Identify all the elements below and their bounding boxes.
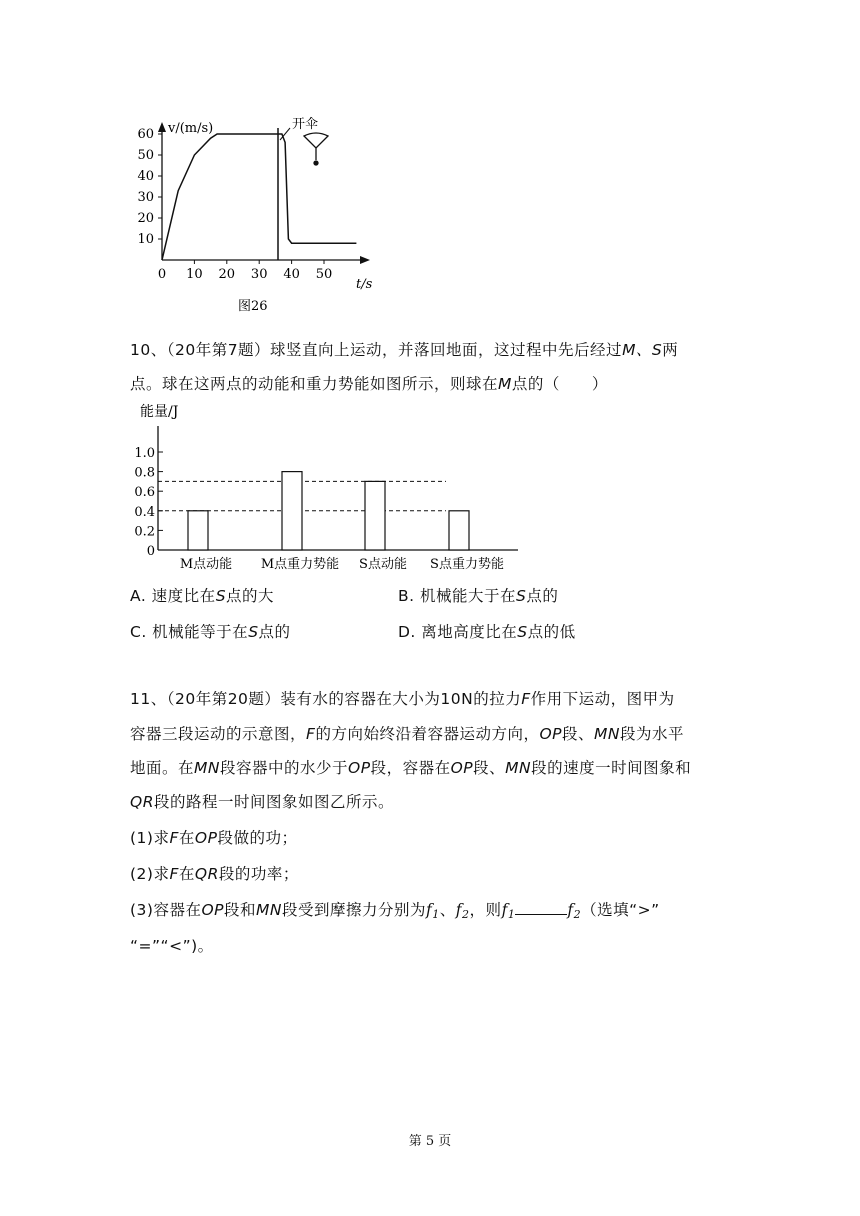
q11-s2-qr: QR <box>194 865 219 883</box>
q11-l3-mn: MN <box>194 759 220 777</box>
f2-subscript: 2 <box>462 908 470 921</box>
q11-l2-c: 段、 <box>562 725 595 743</box>
q11-s3-op: OP <box>201 901 225 919</box>
f1-symbol: f <box>426 901 433 919</box>
q11-sub2 <box>130 862 299 884</box>
q10-line2-var: M <box>498 375 512 393</box>
bar-y-tick-label: 0 <box>146 544 155 559</box>
x-tick-label: 10 <box>186 267 203 282</box>
q11-s3-mn: MN <box>256 901 283 919</box>
q11-s3-d: ，则 <box>469 901 502 919</box>
q11-line1 <box>130 687 675 709</box>
bar-category-label: M点重力势能 <box>260 557 340 572</box>
q11-sub3-line2 <box>130 934 214 956</box>
q11-l2-var: F <box>306 725 316 743</box>
option-d-post: 点的低 <box>527 623 576 641</box>
q11-l2-mn: MN <box>594 725 620 743</box>
y-tick-label: 30 <box>137 190 154 205</box>
bar-y-tick-label: 0.4 <box>134 504 155 520</box>
bar-y-tick-label: 0.2 <box>134 524 155 540</box>
option-c-pre: C. 机械能等于在 <box>130 623 249 641</box>
option-a-pre: A. 速度比在 <box>130 587 216 605</box>
parachute-icon <box>304 133 328 165</box>
option-d[interactable] <box>398 620 576 642</box>
q11-l1-a: 11、（20年第20题）装有水的容器在大小为10N的拉力 <box>130 690 522 708</box>
f2-symbol: f <box>455 901 463 919</box>
f-separator: 、 <box>439 901 456 919</box>
q11-s3-a: (3)容器在 <box>130 901 202 919</box>
figure-caption: 图26 <box>238 299 268 314</box>
f2b-symbol: f <box>567 901 574 919</box>
f1b-subscript: 1 <box>507 908 516 921</box>
q11-s3-line2: “=”“<”)。 <box>130 937 214 955</box>
x-tick-label: 50 <box>315 267 333 282</box>
q11-l4-a: 段的路程一时间图象如图乙所示。 <box>153 793 394 811</box>
option-a[interactable] <box>130 584 274 606</box>
energy-bar <box>188 511 208 550</box>
bar-y-tick-label: 0.6 <box>134 485 155 501</box>
x-tick-label: 40 <box>283 267 300 282</box>
bar-y-tick-label: 1.0 <box>134 446 155 461</box>
q11-l3-op: OP <box>348 759 371 777</box>
bar-y-tick-label: 0.8 <box>134 465 155 481</box>
x-axis-arrow <box>360 256 370 264</box>
q10-line1-text: 10、（20年第7题）球竖直向上运动，并落回地面，这过程中先后经过 <box>130 341 623 359</box>
y-axis-label: v/(m/s) <box>168 121 214 136</box>
energy-bar-chart <box>128 400 528 580</box>
option-d-pre: D. 离地高度比在 <box>398 623 518 641</box>
q11-line4 <box>130 790 394 812</box>
bar-category-label: S点动能 <box>359 557 407 572</box>
q11-l2-d: 段为水平 <box>620 725 685 743</box>
q10-line1-end: 两 <box>662 341 679 359</box>
q11-s1-c: 段做的功； <box>217 829 298 847</box>
q11-s1-op: OP <box>194 829 218 847</box>
y-tick-label: 50 <box>137 148 154 163</box>
option-c-post: 点的 <box>258 623 291 641</box>
q11-l3-mn2: MN <box>505 759 532 777</box>
q11-l4-qr: QR <box>130 793 154 811</box>
q11-s2-a: (2)求 <box>130 865 170 883</box>
q11-l2-op: OP <box>539 725 563 743</box>
bar-y-axis-label: 能量/J <box>140 404 179 420</box>
q10-line2-b: 点的（ ） <box>511 375 608 393</box>
q11-s1-var: F <box>169 829 179 847</box>
option-b-var: S <box>516 587 527 605</box>
y-tick-label: 20 <box>137 211 154 226</box>
y-axis-arrow <box>158 122 166 132</box>
q11-s2-c: 段的功率； <box>218 865 299 883</box>
velocity-time-graph <box>120 110 380 320</box>
q11-s3-c: 段受到摩擦力分别为 <box>282 901 427 919</box>
q11-l1-var: F <box>521 690 531 708</box>
q10-vars: M、S <box>622 341 663 359</box>
q11-l3-c: 段，容器在 <box>370 759 451 777</box>
q11-s1-b: 在 <box>178 829 195 847</box>
y-tick-label: 40 <box>137 169 154 184</box>
q11-line3 <box>130 756 691 778</box>
f1b-symbol: f <box>501 901 508 919</box>
q11-sub3 <box>130 898 660 921</box>
q11-l3-b: 段容器中的水少于 <box>219 759 348 777</box>
y-tick-label: 60 <box>137 127 154 142</box>
x-axis-label: t/s <box>356 277 373 292</box>
q11-l3-e: 段的速度一时间图象和 <box>531 759 692 777</box>
q10-line2-a: 点。球在这两点的动能和重力势能如图所示，则球在 <box>130 375 499 393</box>
option-b[interactable] <box>398 584 558 606</box>
q10-line1 <box>130 338 678 360</box>
q11-l2-a: 容器三段运动的示意图， <box>130 725 307 743</box>
q10-line2 <box>130 372 608 394</box>
energy-bar <box>449 511 469 550</box>
option-a-post: 点的大 <box>226 587 275 605</box>
bar-category-label: S点重力势能 <box>430 557 504 572</box>
annotation-text: 开伞 <box>292 117 319 132</box>
q11-sub1 <box>130 826 297 848</box>
x-tick-label: 0 <box>157 267 167 282</box>
option-b-post: 点的 <box>526 587 559 605</box>
q11-s2-var: F <box>169 865 179 883</box>
q11-line2 <box>130 722 684 744</box>
option-b-pre: B. 机械能大于在 <box>398 587 516 605</box>
option-c[interactable] <box>130 620 291 642</box>
velocity-curve <box>162 134 356 260</box>
q11-l2-b: 的方向始终沿着容器运动方向， <box>315 725 540 743</box>
option-d-var: S <box>517 623 528 641</box>
q11-s2-b: 在 <box>178 865 195 883</box>
y-tick-label: 10 <box>137 232 154 247</box>
q11-l1-b: 作用下运动，图甲为 <box>530 690 675 708</box>
q11-s3-b: 段和 <box>224 901 257 919</box>
page-footer: 第 5 页 <box>408 1134 452 1149</box>
q11-s1-a: (1)求 <box>130 829 170 847</box>
x-tick-label: 30 <box>250 267 268 282</box>
energy-bar <box>282 472 302 550</box>
f2b-subscript: 2 <box>573 908 582 921</box>
option-c-var: S <box>248 623 259 641</box>
q11-s3-e: （选填“>” <box>581 901 660 919</box>
q11-l3-a: 地面。在 <box>130 759 195 777</box>
f1-subscript: 1 <box>432 908 440 921</box>
q11-l3-d: 段、 <box>473 759 506 777</box>
option-a-var: S <box>215 587 227 605</box>
q11-l3-op2: OP <box>450 759 474 777</box>
bar-category-label: M点动能 <box>179 557 233 572</box>
energy-bar <box>365 481 385 550</box>
x-tick-label: 20 <box>218 267 236 282</box>
answer-blank[interactable] <box>515 900 567 915</box>
